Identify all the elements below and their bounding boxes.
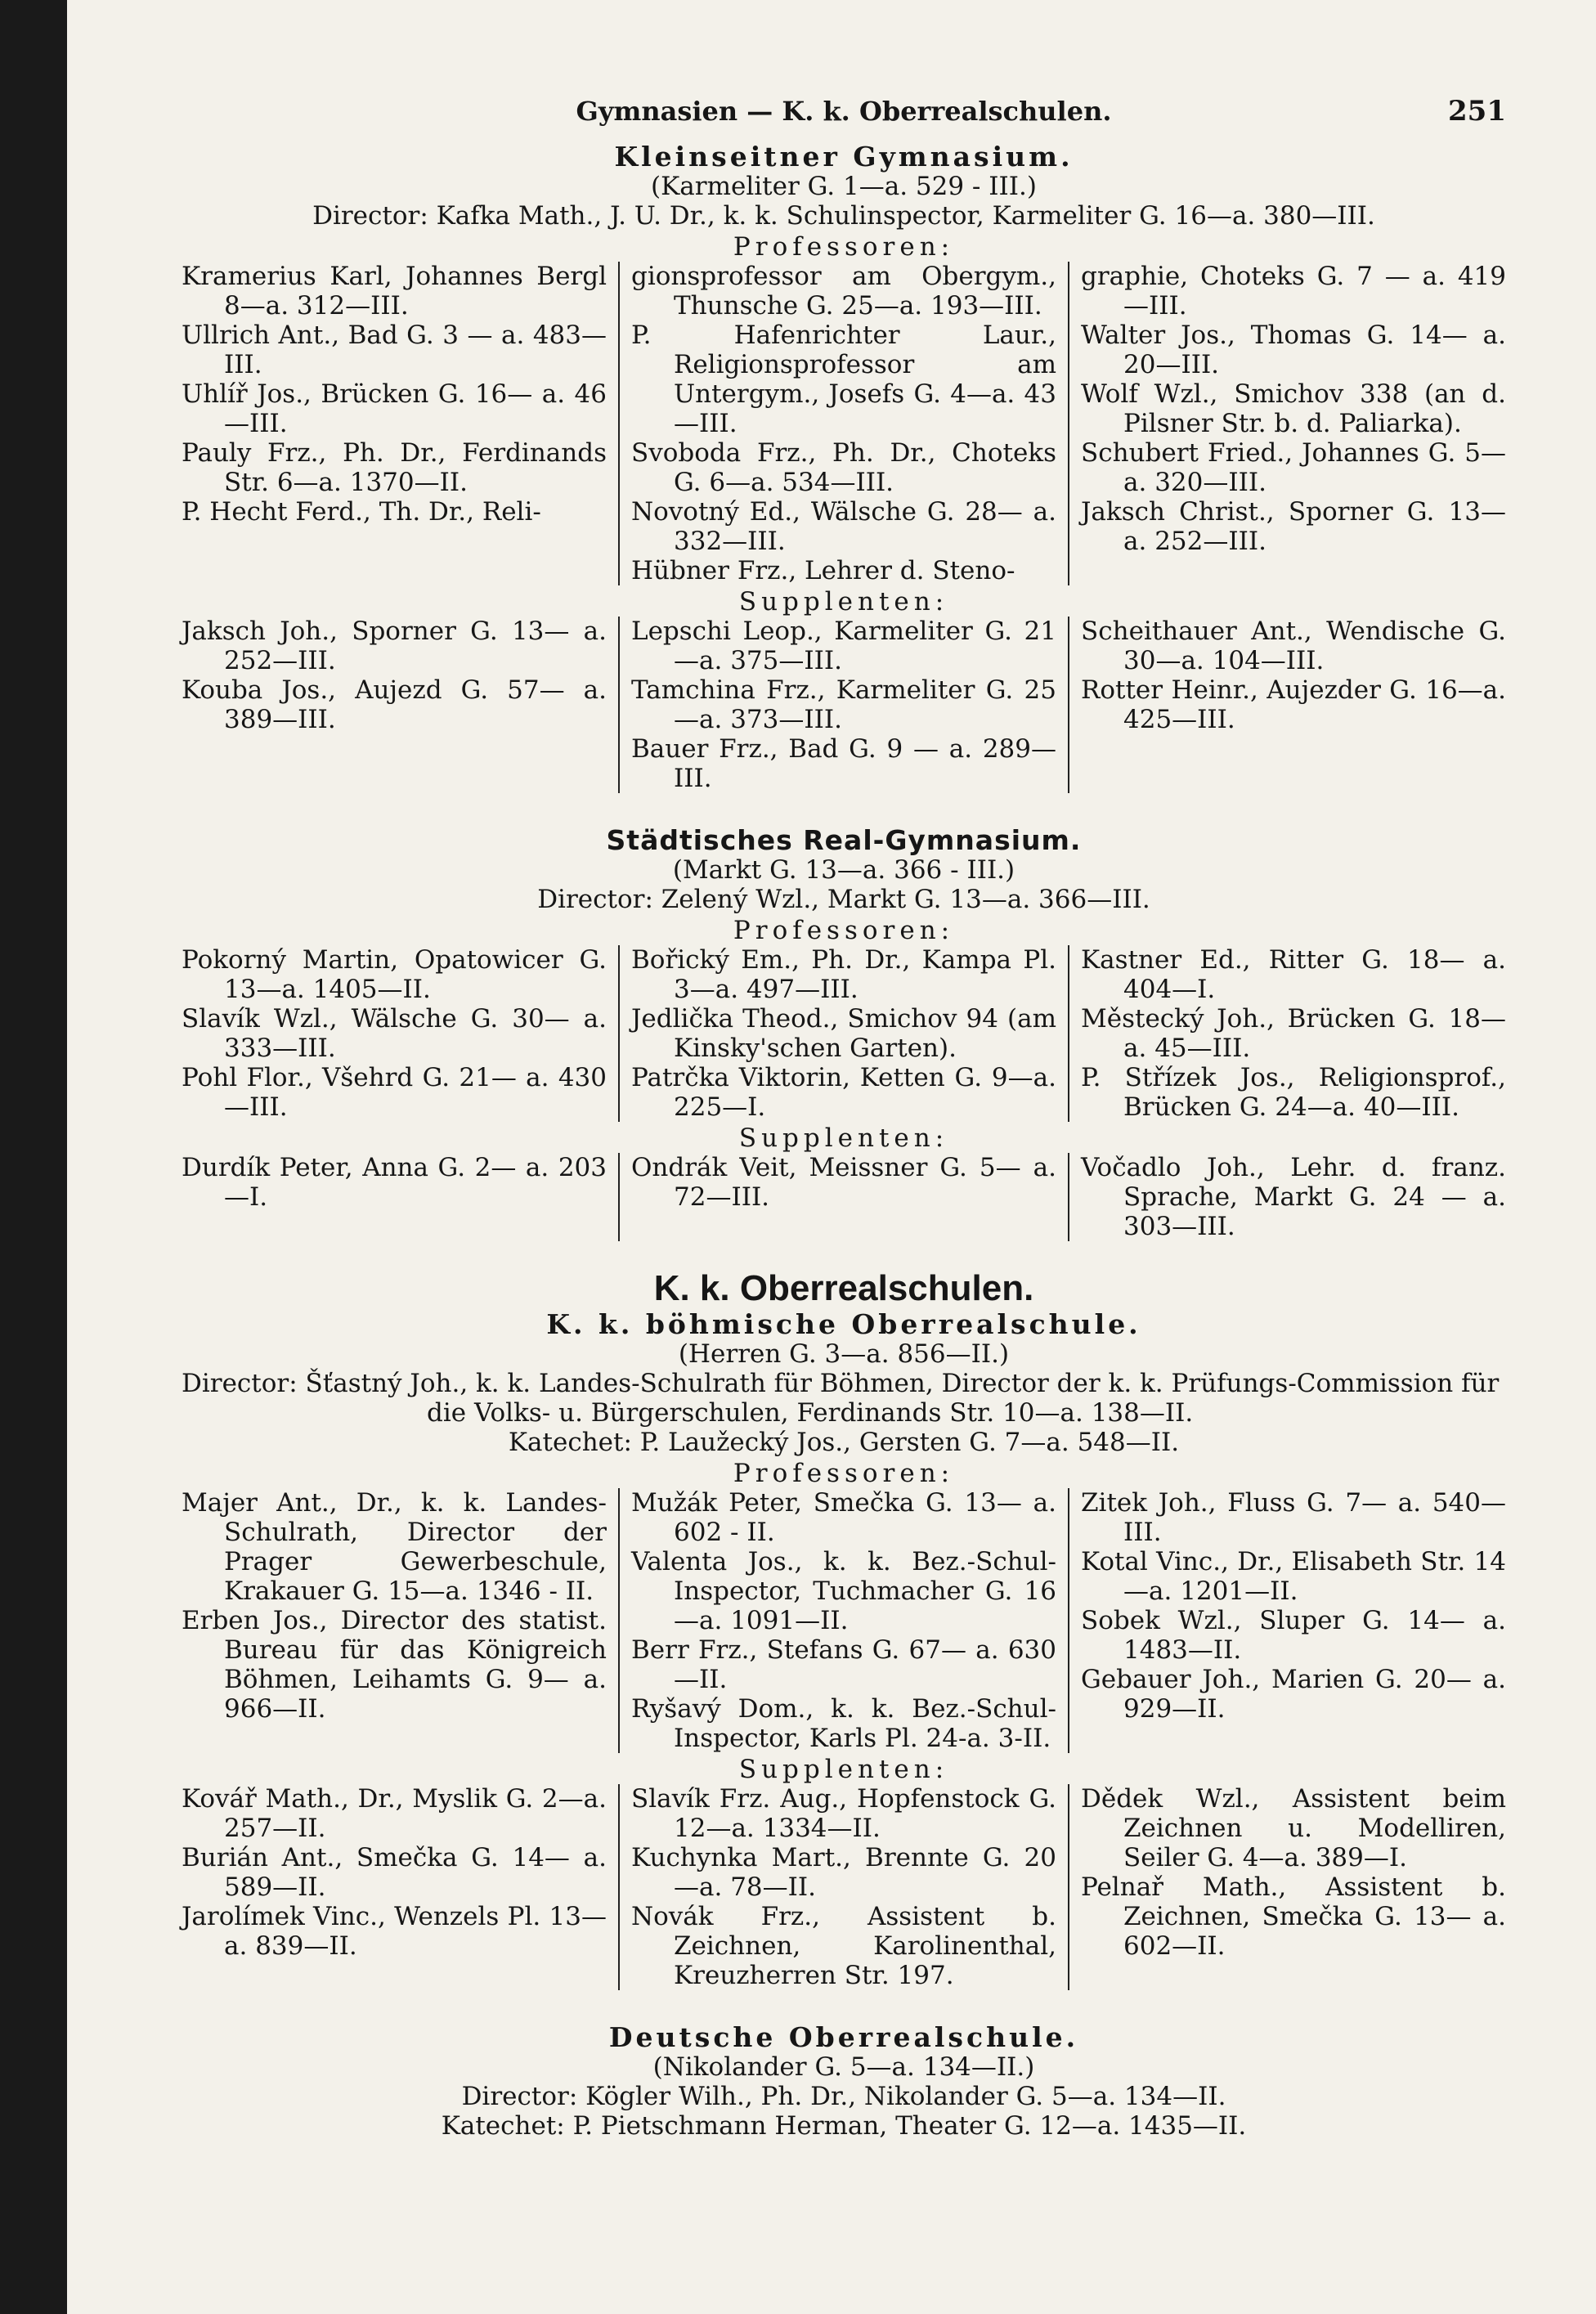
- katechet-line: Katechet: P. Laužecký Jos., Gersten G. 7—a. 548—II.: [508, 1428, 1180, 1457]
- list-item: Ullrich Ant., Bad G. 3 — a. 483—III.: [182, 321, 607, 379]
- list-item: Kuchynka Mart., Brennte G. 20—a. 78—II.: [631, 1843, 1056, 1902]
- katechet-line: Katechet: P. Pietschmann Herman, Theater G. 12—a. 1435—II.: [441, 2111, 1247, 2141]
- section-boehmische-oberrealschule: [182, 1310, 1506, 1990]
- list-item: Majer Ant., Dr., k. k. Landes-Schulrath, Director der Prager Gewerbeschule, Krakauer G. 15—a. 1346 - II.: [182, 1488, 607, 1606]
- list-item: Scheithauer Ant., Wendische G. 30—a. 104—III.: [1081, 617, 1506, 675]
- director-line: Director: Kögler Wilh., Ph. Dr., Nikolander G. 5—a. 134—II.: [461, 2082, 1226, 2111]
- list-item: Sobek Wzl., Sluper G. 14— a. 1483—II.: [1081, 1606, 1506, 1665]
- professoren-heading: Professoren:: [733, 916, 955, 945]
- list-item: P. Hafenrichter Laur., Religionsprofessor am Untergym., Josefs G. 4—a. 43—III.: [631, 321, 1056, 438]
- list-item: Rotter Heinr., Aujezder G. 16—a. 425—III.: [1081, 675, 1506, 734]
- professoren-heading: Professoren:: [733, 232, 955, 262]
- column-1: [182, 1488, 618, 1753]
- list-item: Patrčka Viktorin, Ketten G. 9—a. 225—I.: [631, 1063, 1056, 1122]
- column-3: [1068, 1488, 1506, 1753]
- list-item: Slavík Frz. Aug., Hopfenstock G. 12—a. 1334—II.: [631, 1784, 1056, 1843]
- list-item: Hübner Frz., Lehrer d. Steno-: [631, 556, 1015, 585]
- list-item: Zitek Joh., Fluss G. 7— a. 540—III.: [1081, 1488, 1506, 1547]
- page-content: [182, 96, 1506, 2141]
- section-kleinseitner-gymnasium: [182, 142, 1506, 793]
- column-2: [618, 1153, 1068, 1241]
- list-item: Pohl Flor., Všehrd G. 21— a. 430—III.: [182, 1063, 607, 1122]
- section-title: K. k. böhmische Oberrealschule.: [546, 1308, 1141, 1340]
- supplenten-heading: Supplenten:: [738, 587, 949, 617]
- list-item: Ryšavý Dom., k. k. Bez.-Schul-Inspector, Karls Pl. 24-a. 3-II.: [631, 1694, 1056, 1753]
- column-2: [618, 262, 1068, 585]
- column-3: [1068, 617, 1506, 793]
- list-item: Kouba Jos., Aujezd G. 57— a. 389—III.: [182, 675, 607, 734]
- column-2: [618, 1784, 1068, 1990]
- supplenten-columns: [182, 617, 1506, 793]
- running-header: [182, 96, 1506, 142]
- list-item: Pauly Frz., Ph. Dr., Ferdinands Str. 6—a. 1370—II.: [182, 438, 607, 497]
- list-item: Erben Jos., Director des statist. Bureau für das Königreich Böhmen, Leihamts G. 9— a. 966—II.: [182, 1606, 607, 1724]
- column-2: [618, 945, 1068, 1122]
- list-item: P. Hecht Ferd., Th. Dr., Reli-: [182, 497, 541, 527]
- list-item: Valenta Jos., k. k. Bez.-Schul-Inspector, Tuchmacher G. 16—a. 1091—II.: [631, 1547, 1056, 1635]
- scanned-page: [67, 0, 1596, 2314]
- column-2: [618, 1488, 1068, 1753]
- section-address: (Nikolander G. 5—a. 134—II.): [652, 2052, 1035, 2082]
- list-item: Novák Frz., Assistent b. Zeichnen, Karolinenthal, Kreuzherren Str. 197.: [631, 1902, 1056, 1990]
- professoren-heading: Professoren:: [733, 1459, 955, 1488]
- column-3: [1068, 945, 1506, 1122]
- section-staedtisches-real-gymnasium: [182, 826, 1506, 1241]
- column-3: [1068, 1153, 1506, 1241]
- list-item: P. Střízek Jos., Religionsprof., Brücken G. 24—a. 40—III.: [1081, 1063, 1506, 1122]
- list-item: Wolf Wzl., Smichov 338 (an d. Pilsner Str. b. d. Paliarka).: [1081, 379, 1506, 438]
- list-item: Berr Frz., Stefans G. 67— a. 630—II.: [631, 1635, 1056, 1694]
- professoren-columns: [182, 945, 1506, 1122]
- list-item: Kramerius Karl, Johannes Bergl 8—a. 312—III.: [182, 262, 607, 321]
- list-item: Durdík Peter, Anna G. 2— a. 203—I.: [182, 1153, 607, 1212]
- list-item: Lepschi Leop., Karmeliter G. 21—a. 375—III.: [631, 617, 1056, 675]
- column-1: [182, 1153, 618, 1241]
- list-item: graphie, Choteks G. 7 — a. 419—III.: [1081, 262, 1506, 321]
- list-item: Slavík Wzl., Wälsche G. 30— a. 333—III.: [182, 1004, 607, 1063]
- list-item: Ondrák Veit, Meissner G. 5— a. 72—III.: [631, 1153, 1056, 1212]
- list-item: Walter Jos., Thomas G. 14— a. 20—III.: [1081, 321, 1506, 379]
- section-title: Deutsche Oberrealschule.: [608, 2021, 1079, 2053]
- director-line: Director: Kafka Math., J. U. Dr., k. k. Schulinspector, Karmeliter G. 16—a. 380—III.: [312, 201, 1375, 231]
- page-number: 251: [1448, 95, 1506, 128]
- professoren-columns: [182, 1488, 1506, 1753]
- list-item: Mužák Peter, Smečka G. 13— a. 602 - II.: [631, 1488, 1056, 1547]
- list-item: Jedlička Theod., Smichov 94 (am Kinsky'schen Garten).: [631, 1004, 1056, 1063]
- list-item: Schubert Fried., Johannes G. 5—a. 320—III.: [1081, 438, 1506, 497]
- section-title: Städtisches Real-Gymnasium.: [606, 824, 1082, 856]
- supplenten-columns: [182, 1153, 1506, 1241]
- list-item: Pokorný Martin, Opatowicer G. 13—a. 1405—II.: [182, 945, 607, 1004]
- list-item: Novotný Ed., Wälsche G. 28— a. 332—III.: [631, 497, 1056, 556]
- list-item: Bauer Frz., Bad G. 9 — a. 289—III.: [631, 734, 1056, 793]
- chapter-heading: K. k. Oberrealschulen.: [653, 1268, 1034, 1308]
- professoren-columns: [182, 262, 1506, 585]
- list-item: Pelnař Math., Assistent b. Zeichnen, Smečka G. 13— a. 602—II.: [1081, 1872, 1506, 1961]
- column-1: [182, 262, 618, 585]
- list-item: Kotal Vinc., Dr., Elisabeth Str. 14—a. 1201—II.: [1081, 1547, 1506, 1606]
- director-line: Director: Zelený Wzl., Markt G. 13—a. 366—III.: [537, 885, 1150, 914]
- list-item: Vočadlo Joh., Lehr. d. franz. Sprache, Markt G. 24 — a. 303—III.: [1081, 1153, 1506, 1241]
- list-item: Svoboda Frz., Ph. Dr., Choteks G. 6—a. 534—III.: [631, 438, 1056, 497]
- list-item: Jaksch Christ., Sporner G. 13— a. 252—III.: [1081, 497, 1506, 556]
- supplenten-columns: [182, 1784, 1506, 1990]
- section-address: (Markt G. 13—a. 366 - III.): [672, 855, 1015, 885]
- director-line: Director: Šťastný Joh., k. k. Landes-Schulrath für Böhmen, Director der k. k. Prüfungs-Commission für die Volks- u. Bürgerschulen, Ferdinands Str. 10—a. 138—II.: [182, 1369, 1500, 1428]
- list-item: Gebauer Joh., Marien G. 20— a. 929—II.: [1081, 1665, 1506, 1724]
- supplenten-heading: Supplenten:: [738, 1123, 949, 1153]
- column-1: [182, 945, 618, 1122]
- list-item: Městecký Joh., Brücken G. 18—a. 45—III.: [1081, 1004, 1506, 1063]
- section-title: Kleinseitner Gymnasium.: [614, 141, 1074, 173]
- column-2: [618, 617, 1068, 793]
- running-title: Gymnasien — K. k. Oberrealschulen.: [576, 96, 1112, 127]
- list-item: Uhlíř Jos., Brücken G. 16— a. 46—III.: [182, 379, 607, 438]
- list-item: Jarolímek Vinc., Wenzels Pl. 13—a. 839—II.: [182, 1902, 607, 1961]
- list-item: Tamchina Frz., Karmeliter G. 25—a. 373—III.: [631, 675, 1056, 734]
- list-item: Kovář Math., Dr., Myslik G. 2—a. 257—II.: [182, 1784, 607, 1843]
- list-item: Jaksch Joh., Sporner G. 13— a. 252—III.: [182, 617, 607, 675]
- section-address: (Herren G. 3—a. 856—II.): [678, 1339, 1010, 1369]
- section-deutsche-oberrealschule: [182, 2023, 1506, 2141]
- list-item: Burián Ant., Smečka G. 14— a. 589—II.: [182, 1843, 607, 1902]
- column-1: [182, 617, 618, 793]
- section-address: (Karmeliter G. 1—a. 529 - III.): [651, 172, 1037, 201]
- list-item: gionsprofessor am Obergym., Thunsche G. 25—a. 193—III.: [631, 262, 1056, 321]
- list-item: Dědek Wzl., Assistent beim Zeichnen u. Modelliren, Seiler G. 4—a. 389—I.: [1081, 1784, 1506, 1872]
- supplenten-heading: Supplenten:: [738, 1755, 949, 1784]
- column-3: [1068, 262, 1506, 585]
- column-3: [1068, 1784, 1506, 1990]
- list-item: Kastner Ed., Ritter G. 18— a. 404—I.: [1081, 945, 1506, 1004]
- list-item: Bořický Em., Ph. Dr., Kampa Pl. 3—a. 497—III.: [631, 945, 1056, 1004]
- column-1: [182, 1784, 618, 1990]
